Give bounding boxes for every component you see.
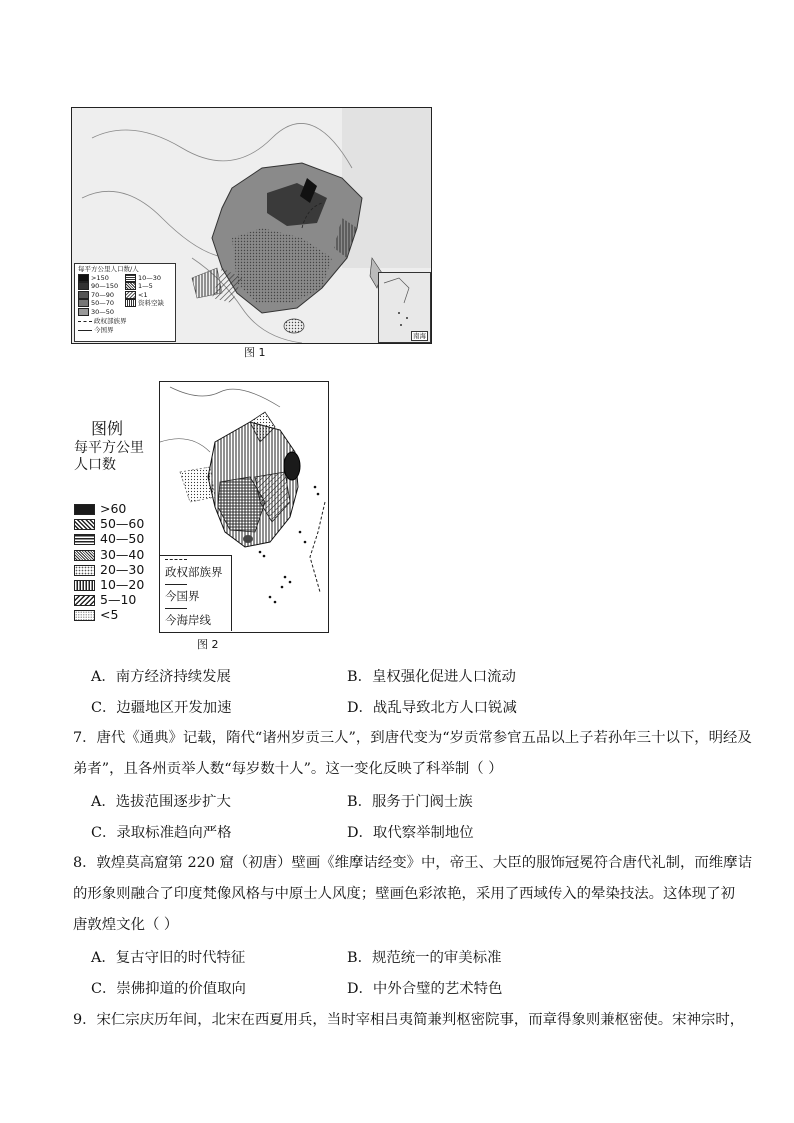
q9-stem-line-1: 9．宋仁宗庆历年间，北宋在西夏用兵，当时宰相吕夷简兼判枢密院事，而章得象则兼枢密使。宋神宗时， <box>73 1012 745 1028</box>
figure-1-legend <box>74 263 176 342</box>
q8-option-a[interactable]: A．复古守旧的时代特征 <box>91 950 246 966</box>
figure-1-legend-col2 <box>125 274 164 308</box>
q7-stem-line-1: 7．唐代《通典》记载，隋代“诸州岁贡三人”，到唐代变为“岁贡常参官五品以上子若孙年三十以下，明经及 <box>73 730 752 746</box>
q7-stem-line-2: 弟者”，且各州贡举人数“每岁数十人”。这一变化反映了科举制（ ） <box>73 761 503 777</box>
q8-option-c[interactable]: C．崇佛抑道的价值取向 <box>91 981 246 997</box>
legend-item: >150 <box>78 274 118 282</box>
legend-item: 10—30 <box>125 274 164 282</box>
legend-item: 90—150 <box>78 282 118 290</box>
legend-item: 资料空缺 <box>125 299 164 307</box>
figure-2-map <box>159 381 329 633</box>
q8-stem-line-2: 的形象则融合了印度梵像风格与中原士人风度；壁画色彩浓艳，采用了西域传入的晕染技法。这体现了初 <box>73 886 735 902</box>
legend-item: 20—30 <box>74 562 144 577</box>
q6-option-a[interactable]: A．南方经济持续发展 <box>91 669 231 685</box>
legend-item: >60 <box>74 501 144 516</box>
q8-option-d[interactable]: D．中外合璧的艺术特色 <box>347 981 503 997</box>
figure-1-map <box>71 107 432 344</box>
legend-item: 70—90 <box>78 291 118 299</box>
q6-option-d[interactable]: D．战乱导致北方人口锐减 <box>347 700 517 716</box>
legend-item: 30—50 <box>78 308 118 316</box>
figure-1-legend-col1 <box>78 274 118 316</box>
figure-2-boundary-regime: 政权部族界 <box>165 565 223 579</box>
q6-option-c[interactable]: C．边疆地区开发加速 <box>91 700 232 716</box>
legend-item: <5 <box>74 607 144 622</box>
figure-2-boundary-nation: 今国界 <box>165 589 200 603</box>
figure-1-inset-map <box>378 272 431 343</box>
figure-1-caption: 图 1 <box>244 346 266 359</box>
figure-2-boundary-legend <box>160 555 232 631</box>
figure-2-legend-subtitle-1: 每平方公里 <box>74 440 144 456</box>
q7-option-a[interactable]: A．选拔范围逐步扩大 <box>91 794 231 810</box>
legend-item: <1 <box>125 291 164 299</box>
figure-2-legend-title: 图例 <box>91 419 124 438</box>
q8-stem-line-3: 唐敦煌文化（ ） <box>73 917 179 933</box>
figure-1-inset-label: 南海 <box>413 331 426 340</box>
figure-2-caption: 图 2 <box>197 638 219 651</box>
q7-option-c[interactable]: C．录取标准趋向严格 <box>91 825 232 841</box>
legend-item: 40—50 <box>74 531 144 546</box>
legend-item: 50—60 <box>74 516 144 531</box>
q8-option-b[interactable]: B．规范统一的审美标准 <box>347 950 502 966</box>
legend-item: 10—20 <box>74 577 144 592</box>
q7-option-b[interactable]: B．服务于门阀士族 <box>347 794 473 810</box>
figure-1-boundary-nation: 今国界 <box>78 326 114 334</box>
q8-stem-line-1: 8．敦煌莫高窟第 220 窟（初唐）壁画《维摩诘经变》中，帝王、大臣的服饰冠冕符合唐代礼制，而维摩诘 <box>73 855 752 871</box>
legend-item: 50—70 <box>78 299 118 307</box>
legend-item: 1—5 <box>125 282 164 290</box>
figure-1-boundary-regime: 政权部族界 <box>78 317 127 325</box>
legend-item: 30—40 <box>74 547 144 562</box>
legend-item: 5—10 <box>74 592 144 607</box>
figure-1-legend-title: 每平方公里人口数/人 <box>78 265 139 273</box>
q6-option-b[interactable]: B．皇权强化促进人口流动 <box>347 669 516 685</box>
figure-2-legend-subtitle-2: 人口数 <box>74 457 116 473</box>
figure-2-coastline: 今海岸线 <box>165 613 211 627</box>
figure-2-legend-list <box>74 501 144 623</box>
q7-option-d[interactable]: D．取代察举制地位 <box>347 825 474 841</box>
